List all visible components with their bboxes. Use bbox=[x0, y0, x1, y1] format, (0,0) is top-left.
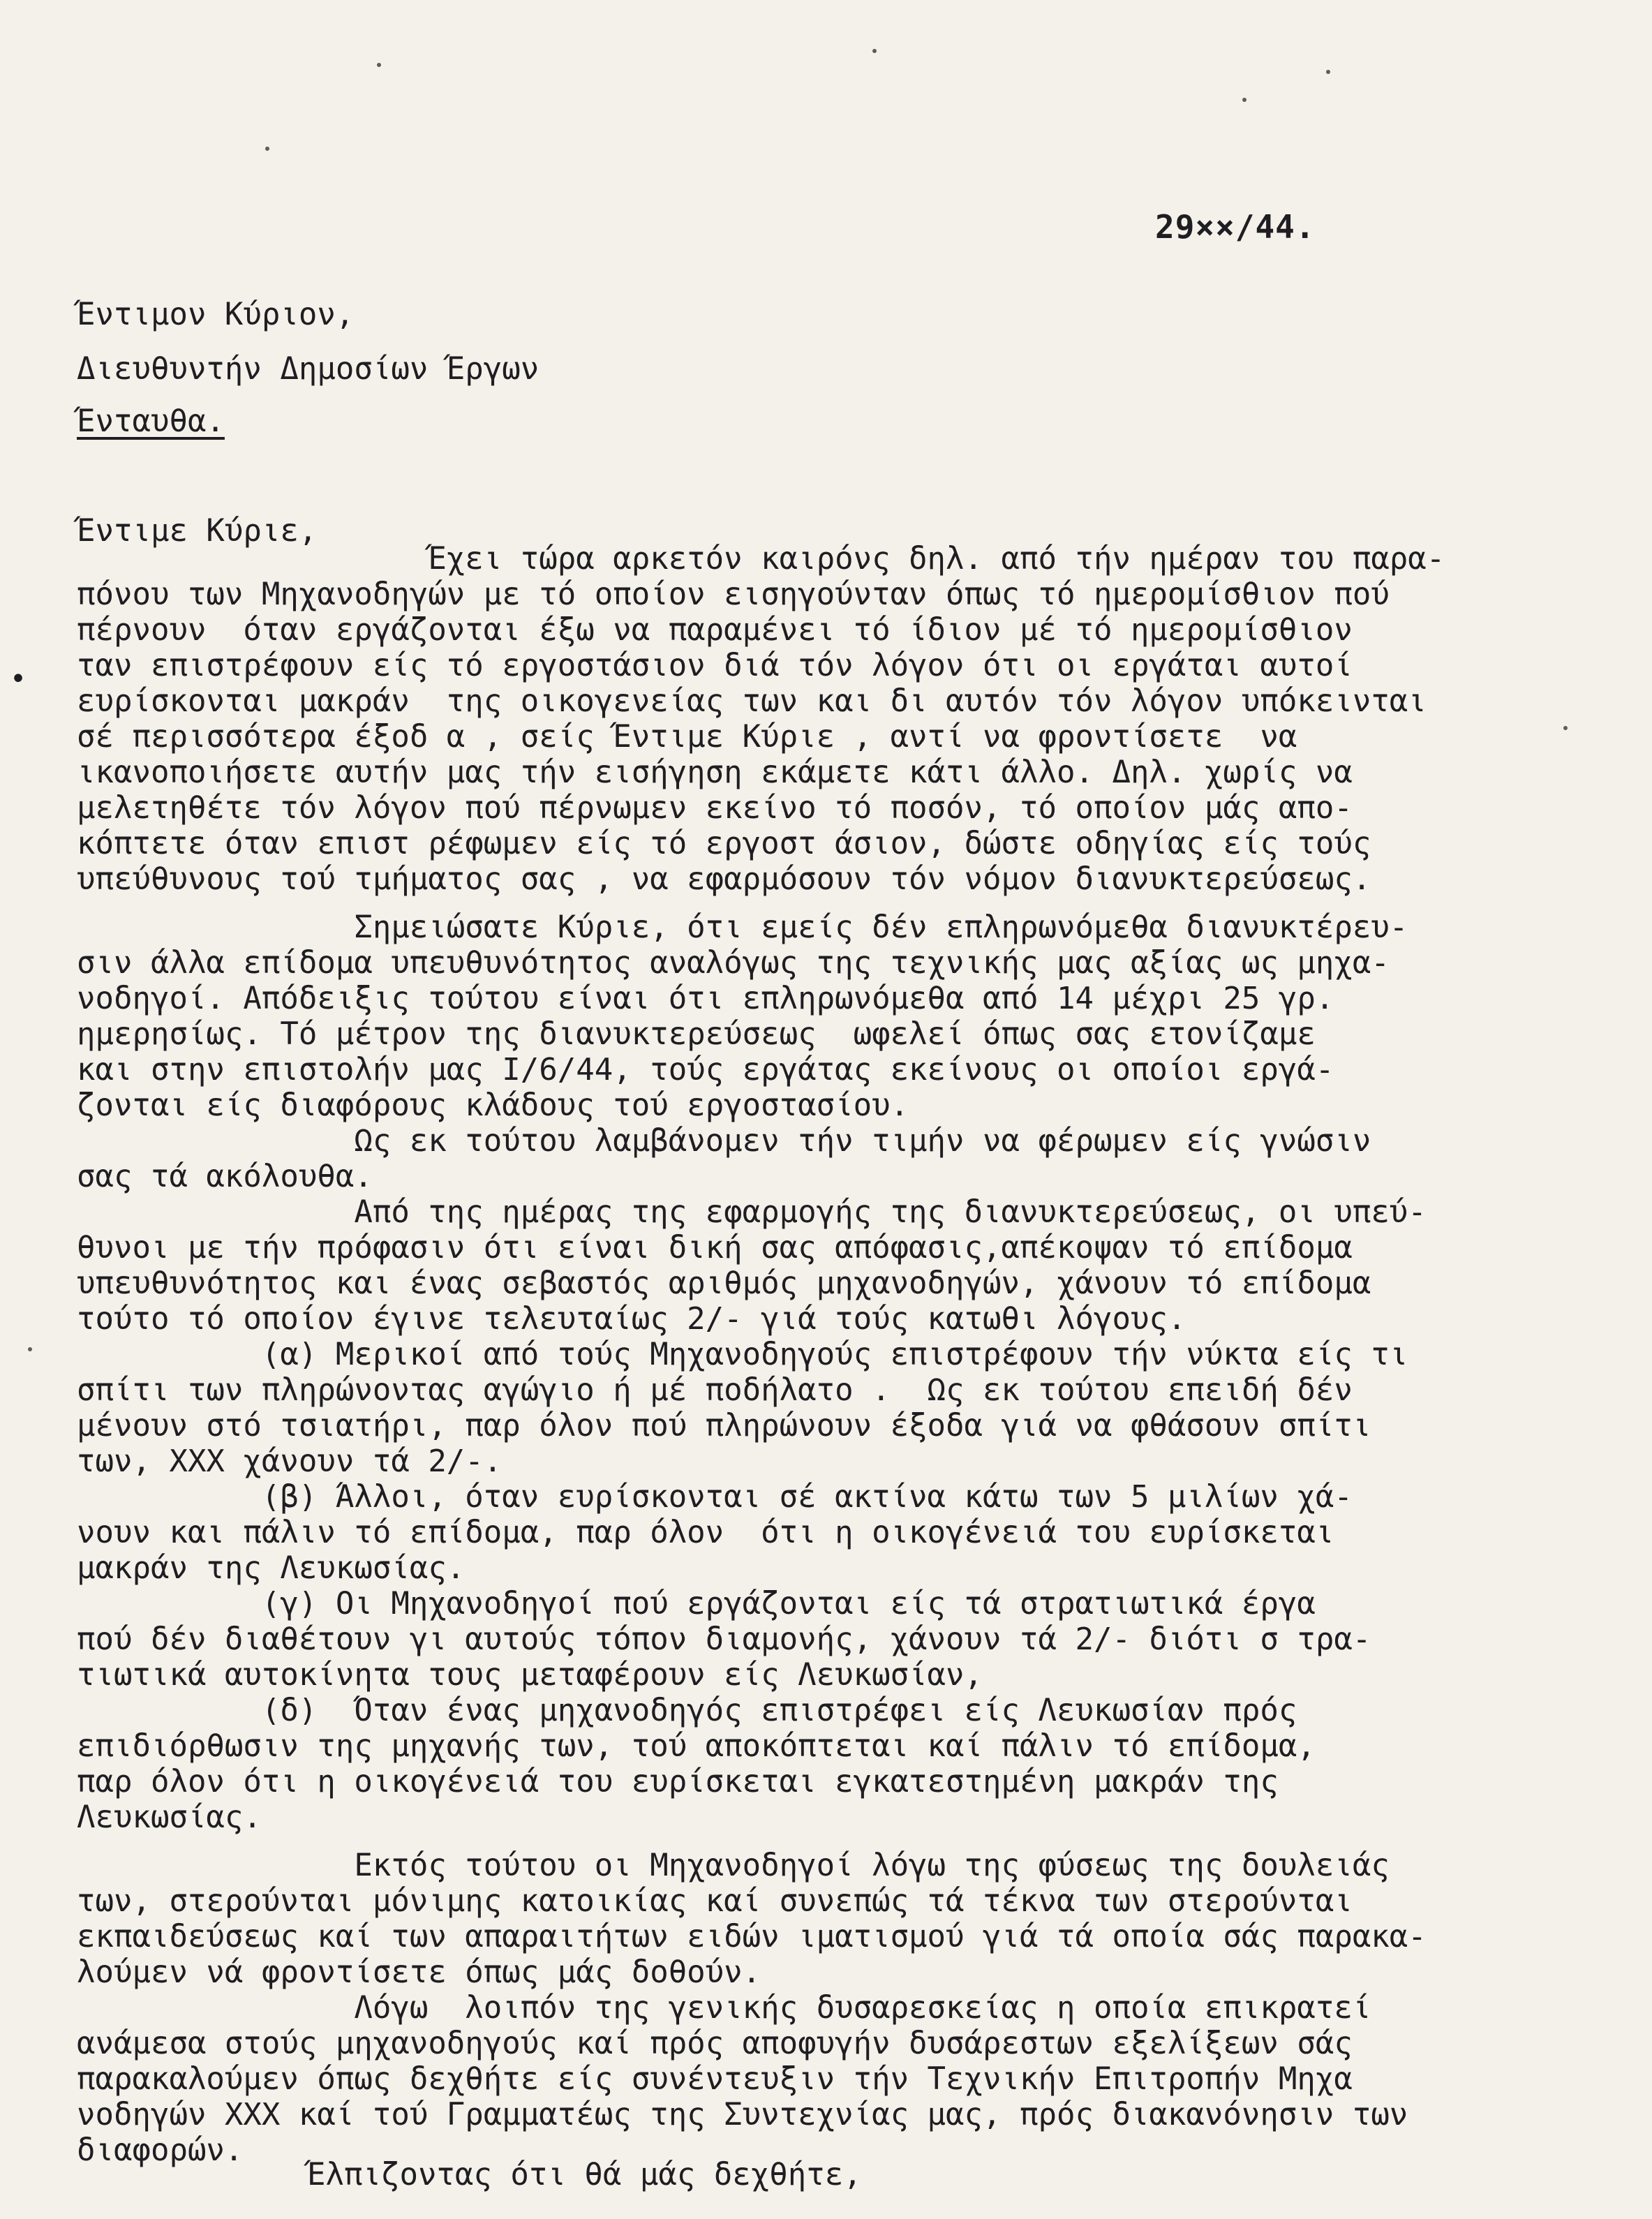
body-line: ικανοποιήσετε αυτήν μας τήν εισήγηση εκάμετε κάτι άλλο. Δηλ. χωρίς να bbox=[77, 755, 1353, 790]
body-line: των, στερούνται μόνιμης κατοικίας καί συνεπώς τά τέκνα των στερούνται bbox=[77, 1883, 1353, 1919]
body-line: πέρνουν όταν εργάζονται έξω να παραμένει τό ίδιον μέ τό ημερομίσθιον bbox=[77, 612, 1353, 648]
body-line: μελετηθέτε τόν λόγον πού πέρνωμεν εκείνο τό ποσόν, τό οποίον μάς απο- bbox=[77, 790, 1353, 826]
body-line: υπευθυνότητος και ένας σεβαστός αριθμός μηχανοδηγών, χάνουν τό επίδομα bbox=[77, 1266, 1371, 1301]
body-line: ευρίσκονται μακράν της οικογενείας των και δι αυτόν τόν λόγον υπόκεινται bbox=[77, 683, 1427, 719]
margin-mark: • bbox=[10, 663, 27, 695]
recipient-location: Ένταυθα. bbox=[77, 403, 225, 439]
body-line: ανάμεσα στούς μηχανοδηγούς καί πρός αποφυγήν δυσάρεστων εξελίξεων σάς bbox=[77, 2026, 1353, 2061]
body-line: Από της ημέρας της εφαρμογής της διανυκτερεύσεως, οι υπεύ- bbox=[77, 1194, 1427, 1230]
body-line: Σημειώσατε Κύριε, ότι εμείς δέν επληρωνόμεθα διανυκτέρευ- bbox=[77, 910, 1408, 945]
body-line: Ως εκ τούτου λαμβάνομεν τήν τιμήν να φέρωμεν είς γνώσιν bbox=[77, 1123, 1371, 1159]
body-line: νοδηγών XXX καί τού Γραμματέως της Συντεχνίας μας, πρός διακανόνησιν των bbox=[77, 2097, 1408, 2132]
body-line: κόπτετε όταν επιστ ρέφωμεν είς τό εργοστ άσιον, δώστε οδηγίας είς τούς bbox=[77, 826, 1371, 861]
body-line: λούμεν νά φροντίσετε όπως μάς δοθούν. bbox=[77, 1954, 761, 1990]
ink-speck bbox=[872, 49, 877, 53]
ink-speck bbox=[1326, 70, 1330, 74]
body-line: παρακαλούμεν όπως δεχθήτε είς συνέντευξιν τήν Τεχνικήν Επιτροπήν Μηχα bbox=[77, 2061, 1353, 2097]
body-line: Λόγω λοιπόν της γενικής δυσαρεσκείας η οποία επικρατεί bbox=[77, 1990, 1371, 2026]
ink-speck bbox=[1242, 98, 1247, 102]
body-line: εκπαιδεύσεως καί των απαραιτήτων ειδών ιματισμού γιά τά οποία σάς παρακα- bbox=[77, 1919, 1427, 1954]
body-line: και στην επιστολήν μας I/6/44, τούς εργάτας εκείνους οι οποίοι εργά- bbox=[77, 1052, 1334, 1088]
letter-body bbox=[77, 541, 1619, 2168]
body-line: Λευκωσίας. bbox=[77, 1799, 262, 1835]
body-line: των, XXX χάνουν τά 2/-. bbox=[77, 1444, 503, 1479]
body-line: σιν άλλα επίδομα υπευθυνότητος αναλόγως της τεχνικής μας αξίας ως μηχα- bbox=[77, 945, 1390, 981]
body-line: τούτο τό οποίον έγινε τελευταίως 2/- γιά τούς κατωθι λόγους. bbox=[77, 1301, 1186, 1337]
body-line: πού δέν διαθέτουν γι αυτούς τόπον διαμονής, χάνουν τά 2/- διότι σ τρα- bbox=[77, 1621, 1371, 1657]
body-line: (β) Άλλοι, όταν ευρίσκονται σέ ακτίνα κάτω των 5 μιλίων χά- bbox=[77, 1479, 1353, 1515]
body-line: σπίτι των πληρώνοντας αγώγιο ή μέ ποδήλατο . Ως εκ τούτου επειδή δέν bbox=[77, 1372, 1353, 1408]
body-line: (α) Μερικοί από τούς Μηχανοδηγούς επιστρέφουν τήν νύκτα είς τι bbox=[77, 1337, 1408, 1372]
ink-speck bbox=[377, 63, 381, 67]
body-line: ζονται είς διαφόρους κλάδους τού εργοστασίου. bbox=[77, 1088, 909, 1123]
salutation: Έντιμε Κύριε, bbox=[77, 513, 318, 549]
body-line: (γ) Οι Μηχανοδηγοί πού εργάζονται είς τά στρατιωτικά έργα bbox=[77, 1586, 1316, 1621]
body-line: μένουν στό τσιατήρι, παρ όλον πού πληρώνουν έξοδα γιά να φθάσουν σπίτι bbox=[77, 1408, 1371, 1444]
body-line: μακράν της Λευκωσίας. bbox=[77, 1550, 466, 1586]
body-line: Εκτός τούτου οι Μηχανοδηγοί λόγω της φύσεως της δουλειάς bbox=[77, 1848, 1390, 1883]
body-line: (δ) Όταν ένας μηχανοδηγός επιστρέφει είς Λευκωσίαν πρός bbox=[77, 1693, 1297, 1728]
body-line bbox=[77, 897, 1619, 910]
body-line: ημερησίως. Τό μέτρον της διανυκτερεύσεως ωφελεί όπως σας ετονίζαμε bbox=[77, 1016, 1316, 1052]
body-line: Έχει τώρα αρκετόν καιρόνς δηλ. από τήν ημέραν του παρα- bbox=[77, 541, 1445, 577]
ink-speck bbox=[28, 1347, 32, 1351]
body-line: θυνοι με τήν πρόφασιν ότι είναι δική σας απόφασις,απέκοψαν τό επίδομα bbox=[77, 1230, 1353, 1266]
body-line: υπεύθυνους τού τμήματος σας , να εφαρμόσουν τόν νόμον διανυκτερεύσεως. bbox=[77, 861, 1371, 897]
letter-date: 29××/44. bbox=[1155, 208, 1316, 246]
body-line: επιδιόρθωσιν της μηχανής των, τού αποκόπτεται καί πάλιν τό επίδομα, bbox=[77, 1728, 1316, 1764]
body-line: διαφορών. bbox=[77, 2132, 244, 2168]
body-line: παρ όλον ότι η οικογένειά του ευρίσκεται εγκατεστημένη μακράν της bbox=[77, 1764, 1279, 1799]
body-line: νοδηγοί. Απόδειξις τούτου είναι ότι επληρωνόμεθα από 14 μέχρι 25 γρ. bbox=[77, 981, 1334, 1016]
closing-line: Έλπιζοντας ότι θά μάς δεχθήτε, bbox=[307, 2157, 862, 2192]
body-line: σας τά ακόλουθα. bbox=[77, 1159, 373, 1194]
body-line: πόνου των Μηχανοδηγών με τό οποίον εισηγούνταν όπως τό ημερομίσθιον πού bbox=[77, 577, 1390, 612]
ink-speck bbox=[265, 147, 269, 151]
body-line: ταν επιστρέφουν είς τό εργοστάσιον διά τόν λόγον ότι οι εργάται αυτοί bbox=[77, 648, 1353, 683]
body-line: νουν και πάλιν τό επίδομα, παρ όλον ότι η οικογένειά του ευρίσκεται bbox=[77, 1515, 1334, 1550]
body-line bbox=[77, 1835, 1619, 1848]
recipient-line-2: Διευθυντήν Δημοσίων Έργων bbox=[77, 351, 539, 387]
recipient-line-1: Έντιμον Κύριον, bbox=[77, 297, 355, 332]
body-line: τιωτικά αυτοκίνητα τους μεταφέρουν είς Λευκωσίαν, bbox=[77, 1657, 983, 1693]
body-line: σέ περισσότερα έξοδ α , σείς Έντιμε Κύριε , αντί να φροντίσετε να bbox=[77, 719, 1297, 755]
